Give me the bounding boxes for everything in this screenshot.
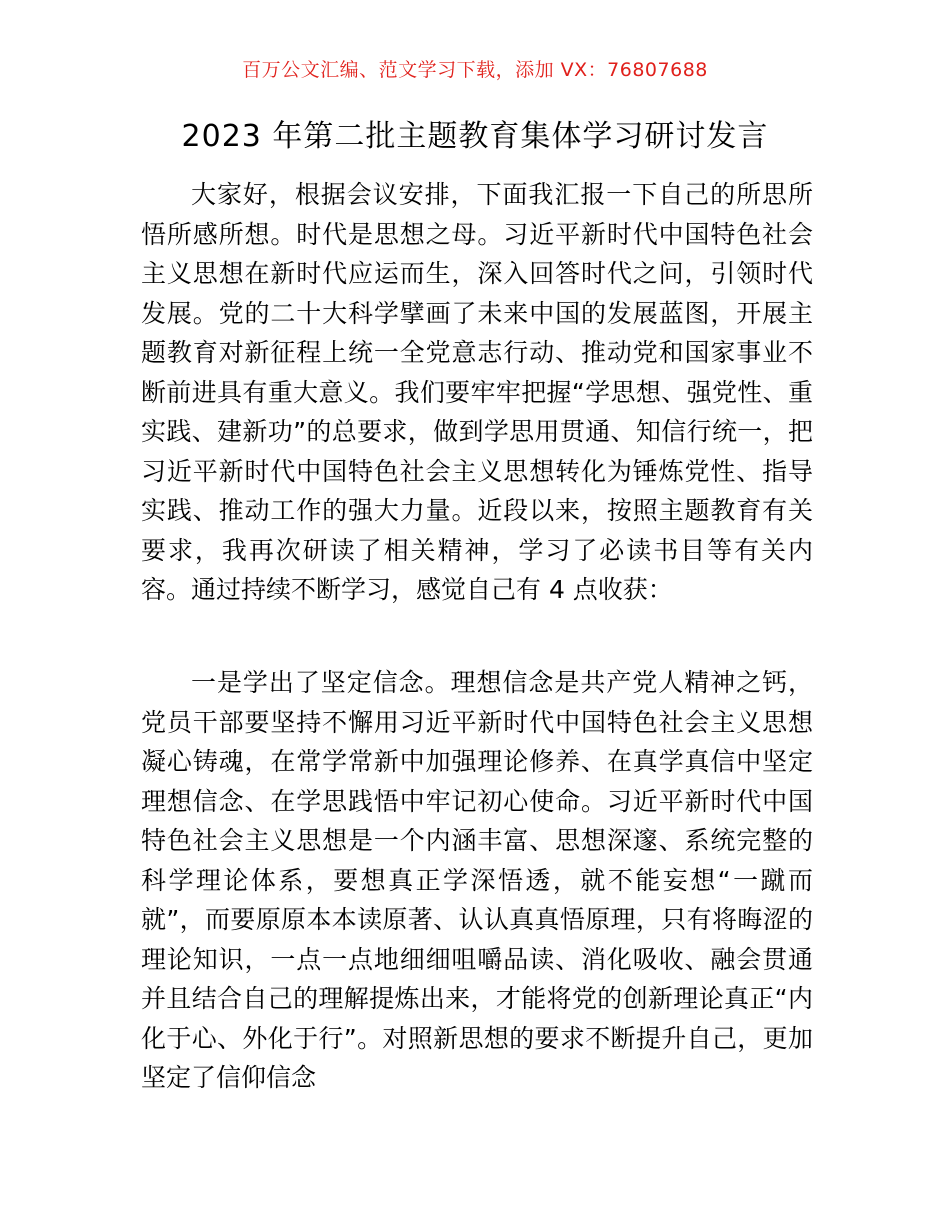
document-title: 2023 年第二批主题教育集体学习研讨发言: [181, 119, 769, 154]
header-banner: 百万公文汇编、范文学习下载，添加 VX：76807688: [242, 59, 708, 81]
paragraph-intro: 大家好，根据会议安排，下面我汇报一下自己的所思所悟所感所想。时代是思想之母。习近平新时代中国特色社会主义思想在新时代应运而生，深入回答时代之问，引领时代发展。党的二十大科学擘画了未来中国的发展蓝图，开展主题教育对新征程上统一全党意志行动、推动党和国家事业不断前进具有重大意义。我们要牢牢把握“学思想、强党性、重实践、建新功”的总要求，做到学思用贯通、知信行统一，把习近平新时代中国特色社会主义思想转化为锤炼党性、指导实践、推动工作的强大力量。近段以来，按照主题教育有关要求，我再次研读了相关精神，学习了必读书目等有关内容。通过持续不断学习，感觉自己有 4 点收获：: [141, 180, 813, 604]
paragraph-point-one: 一是学出了坚定信念。理想信念是共产党人精神之钙，党员干部要坚持不懈用习近平新时代中国特色社会主义思想凝心铸魂，在常学常新中加强理论修养、在真学真信中坚定理想信念、在学思践悟中牢记初心使命。习近平新时代中国特色社会主义思想是一个内涵丰富、思想深邃、系统完整的科学理论体系，要想真正学深悟透，就不能妄想“一蹴而就”，而要原原本本读原著、认认真真悟原理，只有将晦涩的理论知识，一点一点地细细咀嚼品读、消化吸收、融会贯通并且结合自己的理解提炼出来，才能将党的创新理论真正“内化于心、外化于行”。对照新思想的要求不断提升自己，更加坚定了信仰信念: [141, 668, 813, 1092]
